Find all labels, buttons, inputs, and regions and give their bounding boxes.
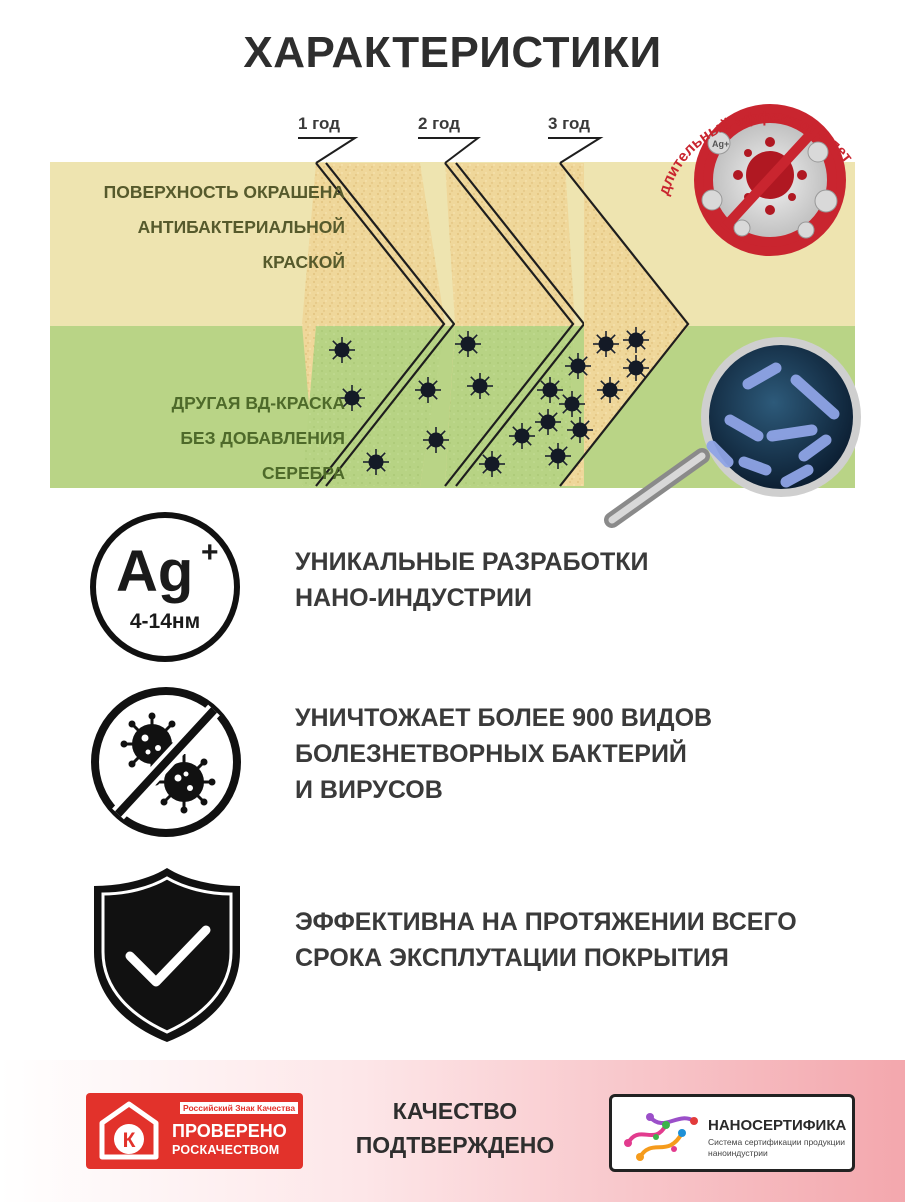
bacteria-dot xyxy=(329,337,355,363)
roskachestvo-badge: К Российский Знак Качества ПРОВЕРЕНО РОСКАЧЕСТВОМ xyxy=(86,1093,303,1169)
year-label-2: 2 год xyxy=(418,114,460,133)
feature-nano-text: УНИКАЛЬНЫЕ РАЗРАБОТКИ НАНО-ИНДУСТРИИ xyxy=(295,548,649,612)
bacteria-dot xyxy=(567,417,593,443)
plain-paint-band-label: ДРУГАЯ ВД-КРАСКА БЕЗ ДОБАВЛЕНИЯ СЕРЕБРА xyxy=(171,393,345,483)
nanocertifica-badge: НАНОСЕРТИФИКА Система сертификации продукции наноиндустрии xyxy=(609,1094,855,1172)
bacteria-dot xyxy=(593,331,619,357)
seal-arc-text: длительный эффект от 3 лет xyxy=(655,109,856,198)
svg-text:К: К xyxy=(122,1129,136,1152)
bacteria-dot xyxy=(545,443,571,469)
antibacterial-band-label: ПОВЕРХНОСТЬ ОКРАШЕНА АНТИБАКТЕРИАЛЬНОЙ КРАСКОЙ xyxy=(103,182,345,272)
bacteria-dot xyxy=(467,373,493,399)
nanocertifica-logo-icon xyxy=(620,1103,704,1165)
quality-confirmed-text: КАЧЕСТВО ПОДТВЕРЖДЕНО xyxy=(355,1098,555,1158)
bacteria-dot xyxy=(623,327,649,353)
bacteria-dot xyxy=(415,377,441,403)
bacteria-dot xyxy=(363,449,389,475)
feature-lifetime-text: ЭФФЕКТИВНА НА ПРОТЯЖЕНИИ ВСЕГО СРОКА ЭКСПЛУТАЦИИ ПОКРЫТИЯ xyxy=(295,908,797,972)
bacteria-dot xyxy=(559,391,585,417)
bacteria-dot xyxy=(455,331,481,357)
year-leaders xyxy=(298,138,600,163)
bacteria-dot xyxy=(597,377,623,403)
bacteria-dot xyxy=(623,355,649,381)
bacteria-dot xyxy=(537,377,563,403)
silver-ion-icon: Ag + 4-14нм xyxy=(90,512,240,662)
shield-check-icon xyxy=(90,864,244,1044)
chevron-year-2 xyxy=(445,163,584,486)
svg-text:Ag+: Ag+ xyxy=(712,139,730,149)
bacteria-dot xyxy=(509,423,535,449)
page-title: ХАРАКТЕРИСТИКИ xyxy=(243,28,662,77)
feature-bacteria-text: УНИЧТОЖАЕТ БОЛЕЕ 900 ВИДОВ БОЛЕЗНЕТВОРНЫХ БАКТЕРИЙ И ВИРУСОВ xyxy=(295,704,713,804)
bacteria-dot xyxy=(423,427,449,453)
bacteria-dot xyxy=(479,451,505,477)
bacteria-dot xyxy=(565,353,591,379)
year-label-1: 1 год xyxy=(298,114,340,133)
no-virus-icon xyxy=(90,686,242,838)
antiviral-seal xyxy=(655,104,856,256)
roskachestvo-logo-icon xyxy=(98,1101,160,1163)
year-label-3: 3 год xyxy=(548,114,590,133)
bacteria-dot xyxy=(535,409,561,435)
diagram-overlay xyxy=(0,0,905,560)
